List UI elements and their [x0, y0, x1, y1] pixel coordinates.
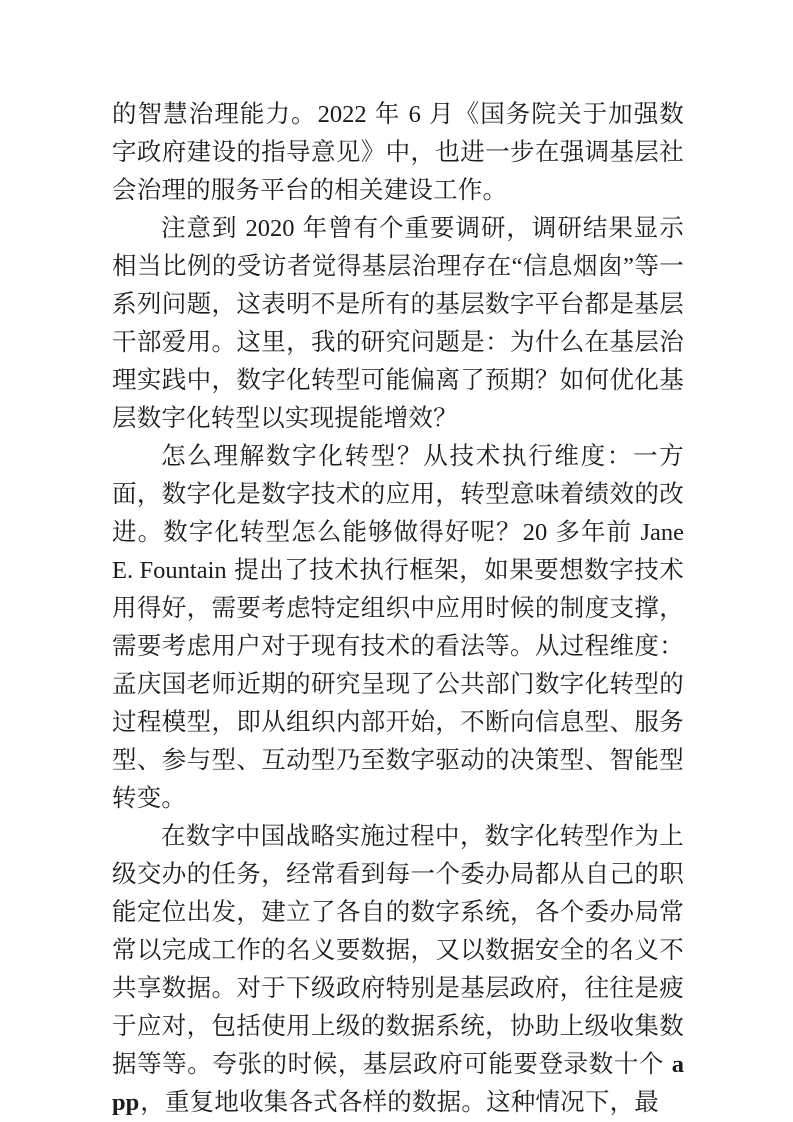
- latin-run: 2022: [317, 101, 367, 128]
- paragraph-1: 的智慧治理能力。2022 年 6 月《国务院关于加强数字政府建设的指导意见》中，也进一步在强调基层社会治理的服务平台的相关建设工作。: [112, 101, 685, 204]
- document-text-block: [112, 96, 684, 1122]
- paragraph-4: 在数字中国战略实施过程中，数字化转型作为上级交办的任务，经常看到每一个委办局都从自己的职能定位出发，建立了各自的数字系统，各个委办局常常以完成工作的名义要数据，又以数据安全的名义不共享数据。对于下级政府特别是基层政府，往往是疲于应对，包括使用上级的数据系统，协助上级收集数据等等。夸张的时候，基层政府可能要登录数十个 app，重复地收集各式各样的数据。这种情况下，最: [112, 823, 684, 1116]
- paragraph-3: 怎么理解数字化转型？从技术执行维度：一方面，数字化是数字技术的应用，转型意味着绩效的改进。数字化转型怎么能够做得好呢？20 多年前 Jane E. Fountain 提出了技术执行框架，如果要想数字技术用得好，需要考虑特定组织中应用时候的制度支撑，需要考虑用户对于现有技术的看法等。从过程维度：孟庆国老师近期的研究呈现了公共部门数字化转型的过程模型，即从组织内部开始，不断向信息型、服务型、参与型、互动型乃至数字驱动的决策型、智能型转变。: [112, 443, 685, 812]
- latin-run: Jane E. Fountain: [112, 519, 685, 584]
- latin-run: app: [112, 1051, 684, 1116]
- paragraph-2: 注意到 2020 年曾有个重要调研，调研结果显示相当比例的受访者觉得基层治理存在“信息烟囱”等一系列问题，这表明不是所有的基层数字平台都是基层干部爱用。这里，我的研究问题是：为什么在基层治理实践中，数字化转型可能偏离了预期？如何优化基层数字化转型以实现提能增效？: [112, 215, 684, 432]
- latin-run: 2020: [245, 215, 295, 242]
- latin-run: 20: [522, 519, 548, 546]
- latin-run: 6: [408, 101, 421, 128]
